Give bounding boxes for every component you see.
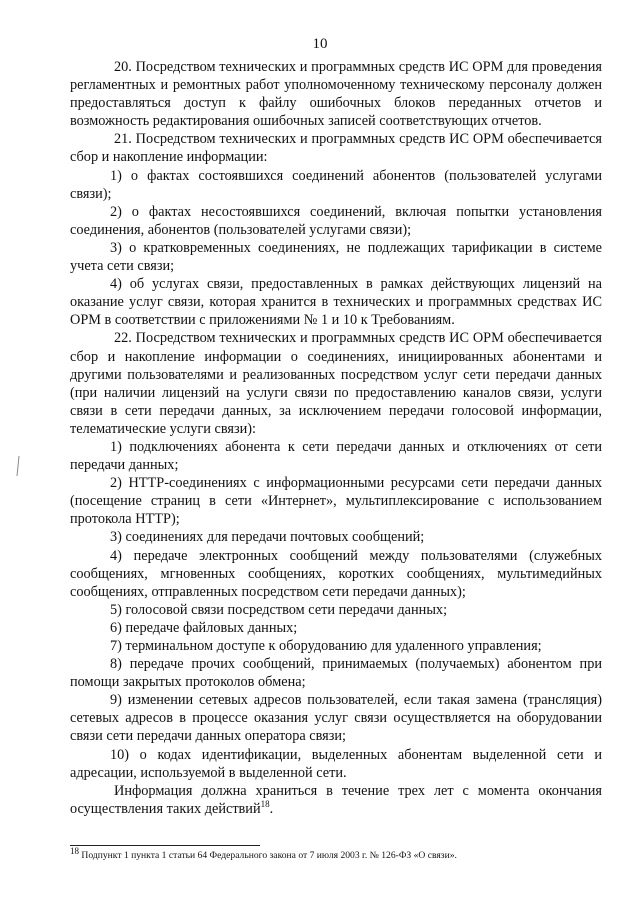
closing-paragraph [70,782,602,818]
page-number: 10 [312,36,328,52]
list-item: 9) изменении сетевых адресов пользователей, если такая замена (трансляция) сетевых адресов в процессе оказания услуг связи осуществляется на оборудовании связи сети передачи данных оператора связи; [70,692,602,745]
footnote-text: Подпункт 1 пункта 1 статьи 64 Федерального закона от 7 июля 2003 г. № 126-ФЗ «О связи». [79,850,457,861]
margin-pen-mark [15,455,21,477]
list-item: 2) HTTP-соединениях с информационными ресурсами сети передачи данных (посещение страниц в сети «Интернет», мультиплексирование с использованием протокола HTTP); [70,475,602,528]
list-item: 10) о кодах идентификации, выделенных абонентам выделенной сети и адресации, используемой в выделенной сети. [70,746,602,781]
list-item: 3) соединениях для передачи почтовых сообщений; [110,529,425,546]
list-item: 4) об услугах связи, предоставленных в рамках действующих лицензий на оказание услуг связи, которая хранится в технических и программных средствах ИС ОРМ в соответствии с приложениями № 1 и 10 к Требованиям. [70,276,602,329]
closing-text: Информация должна храниться в течение трех лет с момента окончания осуществления таких действий [70,782,602,817]
footnote-reference: 18 [260,799,270,810]
list-item: 5) голосовой связи посредством сети передачи данных; [110,601,448,618]
document-body [70,58,602,818]
footnote-number: 18 [70,845,79,856]
list-item: 3) о кратковременных соединениях, не подлежащих тарификации в системе учета сети связи; [70,239,602,275]
list-item: 1) подключениях абонента к сети передачи данных и отключениях от сети передачи данных; [70,438,602,474]
list-item: 7) терминальном доступе к оборудованию для удаленного управления; [110,638,542,654]
paragraph-22: 22. Посредством технических и программных средств ИС ОРМ обеспечивается сбор и накопление информации о соединениях, инициированных абонентами и другими пользователями и реализованных посредством услуг сети передачи данных (при наличии лицензий на услуги связи по предоставлению каналов связи, услуги связи в сети передачи данных, за исключением передачи голосовой информации, телематические услуги связи): [70,330,602,437]
list-item: 2) о фактах несостоявшихся соединений, включая попытки установления соединения, абонентов (пользователей услугами связи); [70,203,602,238]
paragraph-20: 20. Посредством технических и программных средств ИС ОРМ для проведения регламентных и ремонтных работ уполномоченному техническому персоналу должен предоставляться доступ к файлу ошибочных блоков переданных отчетов и возможность редактирования ошибочных записей соответствующих отчетов. [70,59,602,130]
footnote [70,845,610,862]
list-item: 4) передаче электронных сообщений между пользователями (служебных сообщениях, мгновенных сообщениях, коротких сообщениях, мультимедийных сообщениях, отправленных посредством сети передачи данных); [70,547,602,600]
paragraph-21: 21. Посредством технических и программных средств ИС ОРМ обеспечивается сбор и накопление информации: [70,131,602,166]
list-item: 1) о фактах состоявшихся соединений абонентов (пользователей услугами связи); [70,167,602,202]
list-item: 6) передаче файловых данных; [110,619,298,636]
list-item: 8) передаче прочих сообщений, принимаемых (получаемых) абонентом при помощи закрытых протоколов обмена; [70,656,602,691]
closing-period: . [269,800,274,817]
footnote-divider [70,845,260,846]
